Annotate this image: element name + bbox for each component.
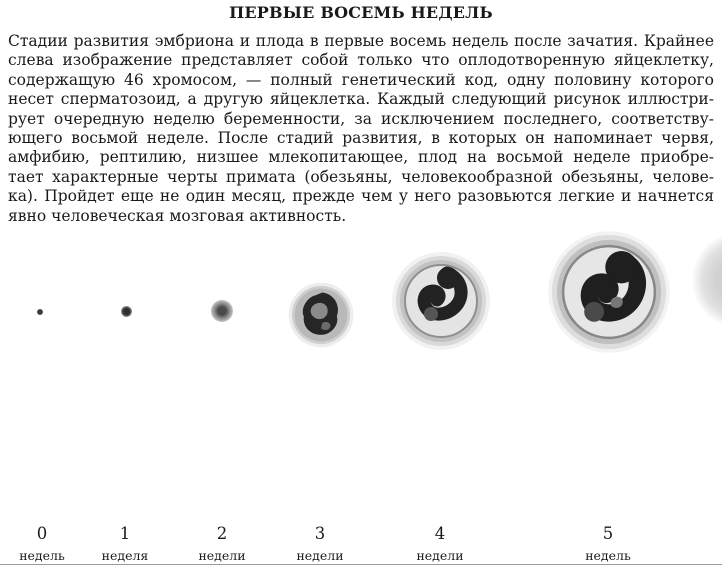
body-text <box>0 32 722 226</box>
stage-label-week-3 <box>280 524 360 563</box>
body-line: ющего восьмой неделе. После стадий развития, в которых он напоминает червя, <box>8 129 714 148</box>
embryo-week-2-illustration <box>211 300 233 322</box>
stage-number: 2 <box>216 524 228 543</box>
embryo-week-0-illustration <box>37 309 43 315</box>
body-line: содержащую 46 хромосом, — полный генетический код, одну половину которого <box>8 70 714 89</box>
stage-unit: недель <box>585 548 631 563</box>
body-line: несет сперматозоид, а другую яйцеклетка. Каждый следующий рисунок иллюстри- <box>8 90 714 109</box>
stage-number: 5 <box>602 524 614 543</box>
body-line: амфибию, рептилию, низшее млекопитающее, плод на восьмой неделе приобре- <box>8 148 714 167</box>
embryo-week-4-illustration <box>391 251 491 351</box>
body-line: слева изображение представляет собой только что оплодотворенную яйцеклетку, <box>8 51 714 70</box>
body-line: ка). Пройдет еще не один месяц, прежде чем у него разовьются легкие и начнется <box>8 187 714 206</box>
stage-label-week-4 <box>400 524 480 563</box>
stage-number: 4 <box>434 524 446 543</box>
stage-unit: неделя <box>101 548 149 563</box>
stage-label-week-2 <box>182 524 262 563</box>
body-line: рует очередную неделю беременности, за исключением последнего, соответству- <box>8 109 714 128</box>
body-line: Стадии развития эмбриона и плода в первые восемь недель после зачатия. Крайнее <box>8 32 714 50</box>
stage-unit: недели <box>198 548 246 563</box>
stage-label-week-1 <box>85 524 165 563</box>
stage-label-week-5 <box>568 524 648 563</box>
embryo-week-5-illustration <box>547 230 671 354</box>
body-line: тает характерные черты примата (обезьяны, человекообразной обезьяны, челове- <box>8 167 714 186</box>
stage-unit: недели <box>296 548 344 563</box>
stage-unit: недель <box>19 548 65 563</box>
stage-label-week-0 <box>2 524 82 563</box>
embryo-week-6-partial-illustration <box>692 232 722 328</box>
embryo-week-1-illustration <box>121 306 132 317</box>
stage-unit: недели <box>416 548 464 563</box>
page-title: ПЕРВЫЕ ВОСЕМЬ НЕДЕЛЬ <box>229 3 493 22</box>
stage-number: 1 <box>119 524 131 543</box>
stage-number: 0 <box>36 524 48 543</box>
stage-number: 3 <box>314 524 326 543</box>
body-line: явно человеческая мозговая активность. <box>8 206 347 225</box>
page-bottom-rule <box>0 564 722 565</box>
embryo-week-3-illustration <box>288 282 354 348</box>
